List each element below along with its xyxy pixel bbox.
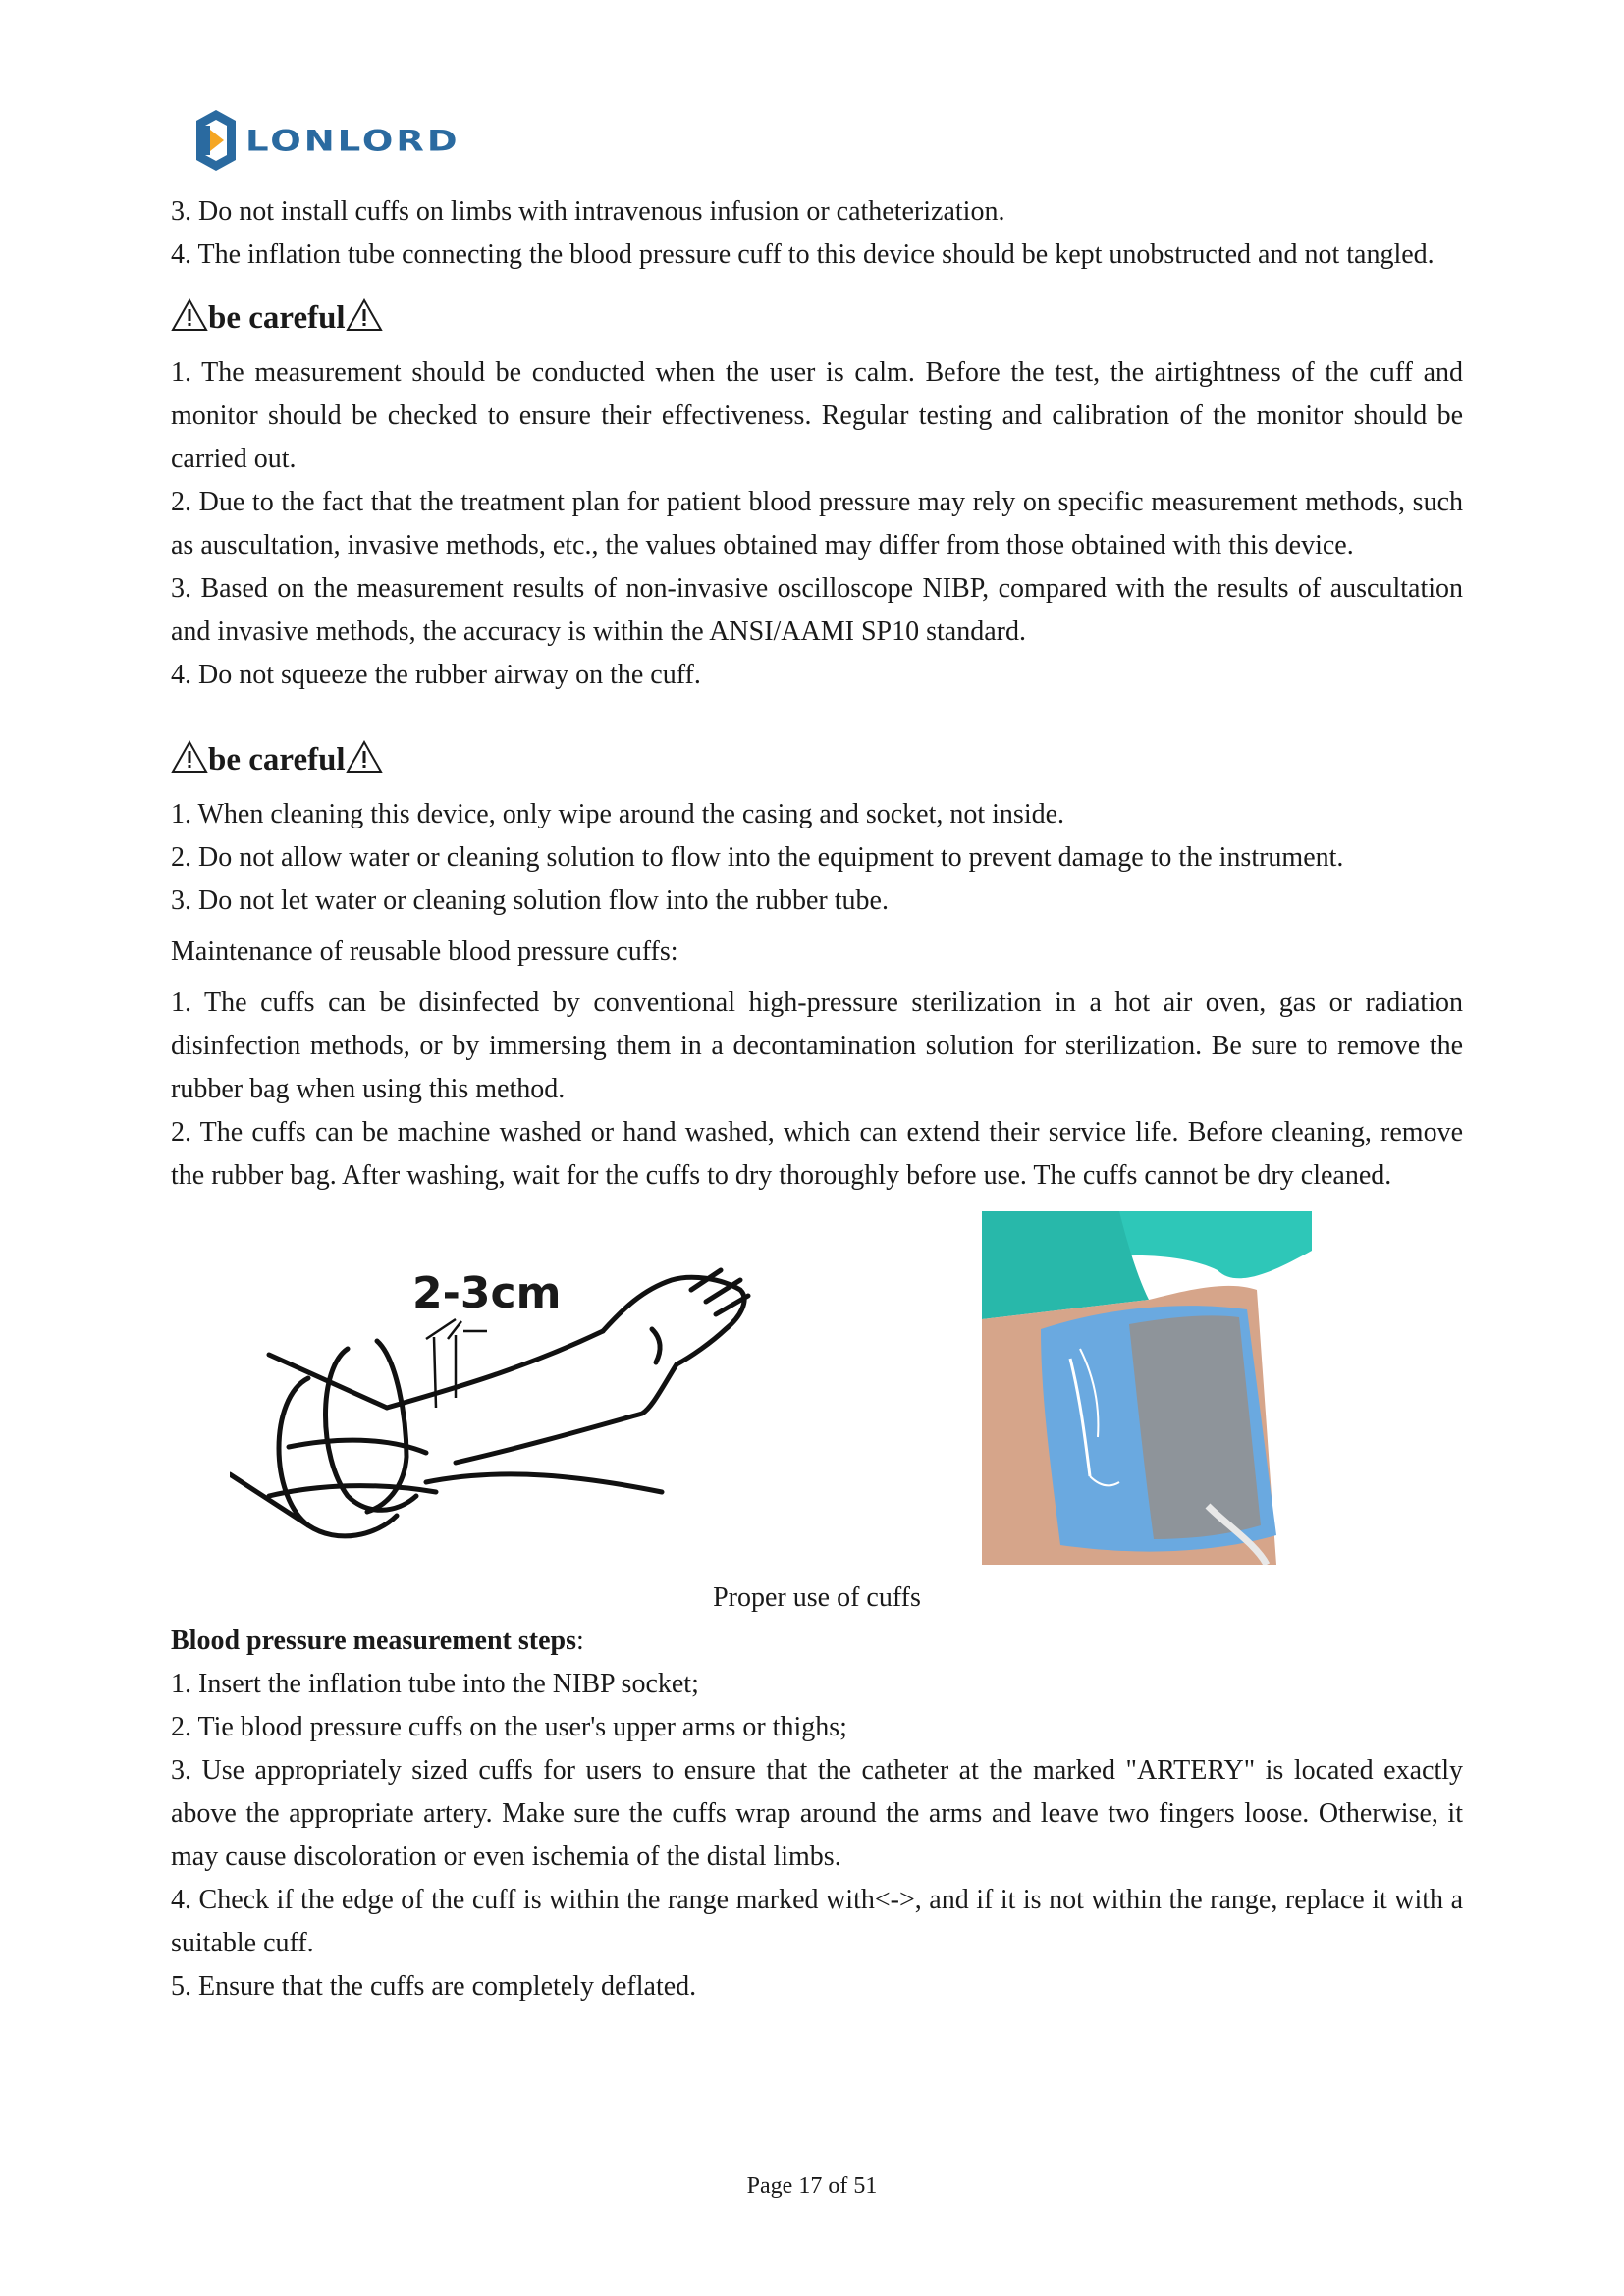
caution-title: be careful [208, 300, 346, 336]
header-logo [194, 104, 460, 177]
caution-heading [171, 732, 1463, 781]
logo-wordmark: LONLORD [245, 123, 460, 158]
caution-item: 1. When cleaning this device, only wipe around the casing and socket, not inside. [171, 799, 1065, 829]
step-item: 3. Use appropriately sized cuffs for users to ensure that the catheter at the marked "ARTERY" is located exactly above the appropriate artery. Make sure the cuffs wrap around the arms and leave two fingers loose. Otherwise, it may cause discoloration or even ischemia of the distal limbs. [171, 1755, 1463, 1872]
caution-title: be careful [208, 742, 346, 777]
warning-triangle-icon [346, 298, 383, 332]
caution-list [171, 793, 1463, 923]
cuff-photo [982, 1211, 1312, 1565]
step-item: 5. Ensure that the cuffs are completely deflated. [171, 1971, 697, 2002]
step-item: 1. Insert the inflation tube into the NIBP socket; [171, 1669, 699, 1699]
caution-heading [171, 291, 1463, 340]
caution-item: 4. Do not squeeze the rubber airway on the cuff. [171, 660, 701, 690]
main-content [171, 190, 1463, 2008]
maintenance-item: 1. The cuffs can be disinfected by conventional high-pressure sterilization in a hot air oven, gas or radiation disinfection methods, or by immersing them in a decontamination solution for sterilization. Be sure to remove the rubber bag when using this method. [171, 988, 1463, 1104]
lonlord-logo-icon [194, 108, 238, 173]
steps-list [171, 1663, 1463, 2008]
step-item: 4. Check if the edge of the cuff is within the range marked with<->, and if it is not within the range, replace it with a suitable cuff. [171, 1885, 1463, 1958]
step-item: 2. Tie blood pressure cuffs on the user's upper arms or thighs; [171, 1712, 847, 1742]
warning-triangle-icon [171, 298, 208, 332]
figure-caption: Proper use of cuffs [713, 1582, 921, 1613]
steps-heading [171, 1620, 1463, 1663]
intro-item: 4. The inflation tube connecting the blood pressure cuff to this device should be kept unobstructed and not tangled. [171, 240, 1435, 270]
caution-list [171, 351, 1463, 697]
page-number: Page 17 of 51 [746, 2173, 878, 2199]
warning-triangle-icon [346, 740, 383, 774]
caution-item: 1. The measurement should be conducted when the user is calm. Before the test, the airtightness of the cuff and monitor should be checked to ensure their effectiveness. Regular testing and calibration of the monitor should be carried out. [171, 357, 1463, 474]
caution-item: 2. Due to the fact that the treatment plan for patient blood pressure may rely on specific measurement methods, such as auscultation, invasive methods, etc., the values obtained may differ from those obtained with this device. [171, 487, 1463, 561]
caution-item: 3. Do not let water or cleaning solution flow into the rubber tube. [171, 885, 889, 916]
maintenance-list [171, 982, 1463, 1198]
caution-item: 2. Do not allow water or cleaning solution to flow into the equipment to prevent damage to the instrument. [171, 842, 1344, 873]
warning-triangle-icon [171, 740, 208, 774]
arm-cuff-sketch [230, 1260, 819, 1555]
maintenance-item: 2. The cuffs can be machine washed or hand washed, which can extend their service life. Before cleaning, remove the rubber bag. After washing, wait for the cuffs to dry thoroughly before use. The cuffs cannot be dry cleaned. [171, 1117, 1463, 1191]
sketch-label: 2-3cm [412, 1268, 562, 1318]
caution-item: 3. Based on the measurement results of non-invasive oscilloscope NIBP, compared with the results of auscultation and invasive methods, the accuracy is within the ANSI/AAMI SP10 standard. [171, 573, 1463, 647]
cuff-figure [171, 1211, 1463, 1576]
maintenance-heading: Maintenance of reusable blood pressure cuffs: [171, 936, 678, 967]
intro-item: 3. Do not install cuffs on limbs with intravenous infusion or catheterization. [171, 196, 1005, 227]
steps-heading-suffix: : [576, 1626, 584, 1656]
steps-heading-text: Blood pressure measurement steps [171, 1626, 576, 1656]
